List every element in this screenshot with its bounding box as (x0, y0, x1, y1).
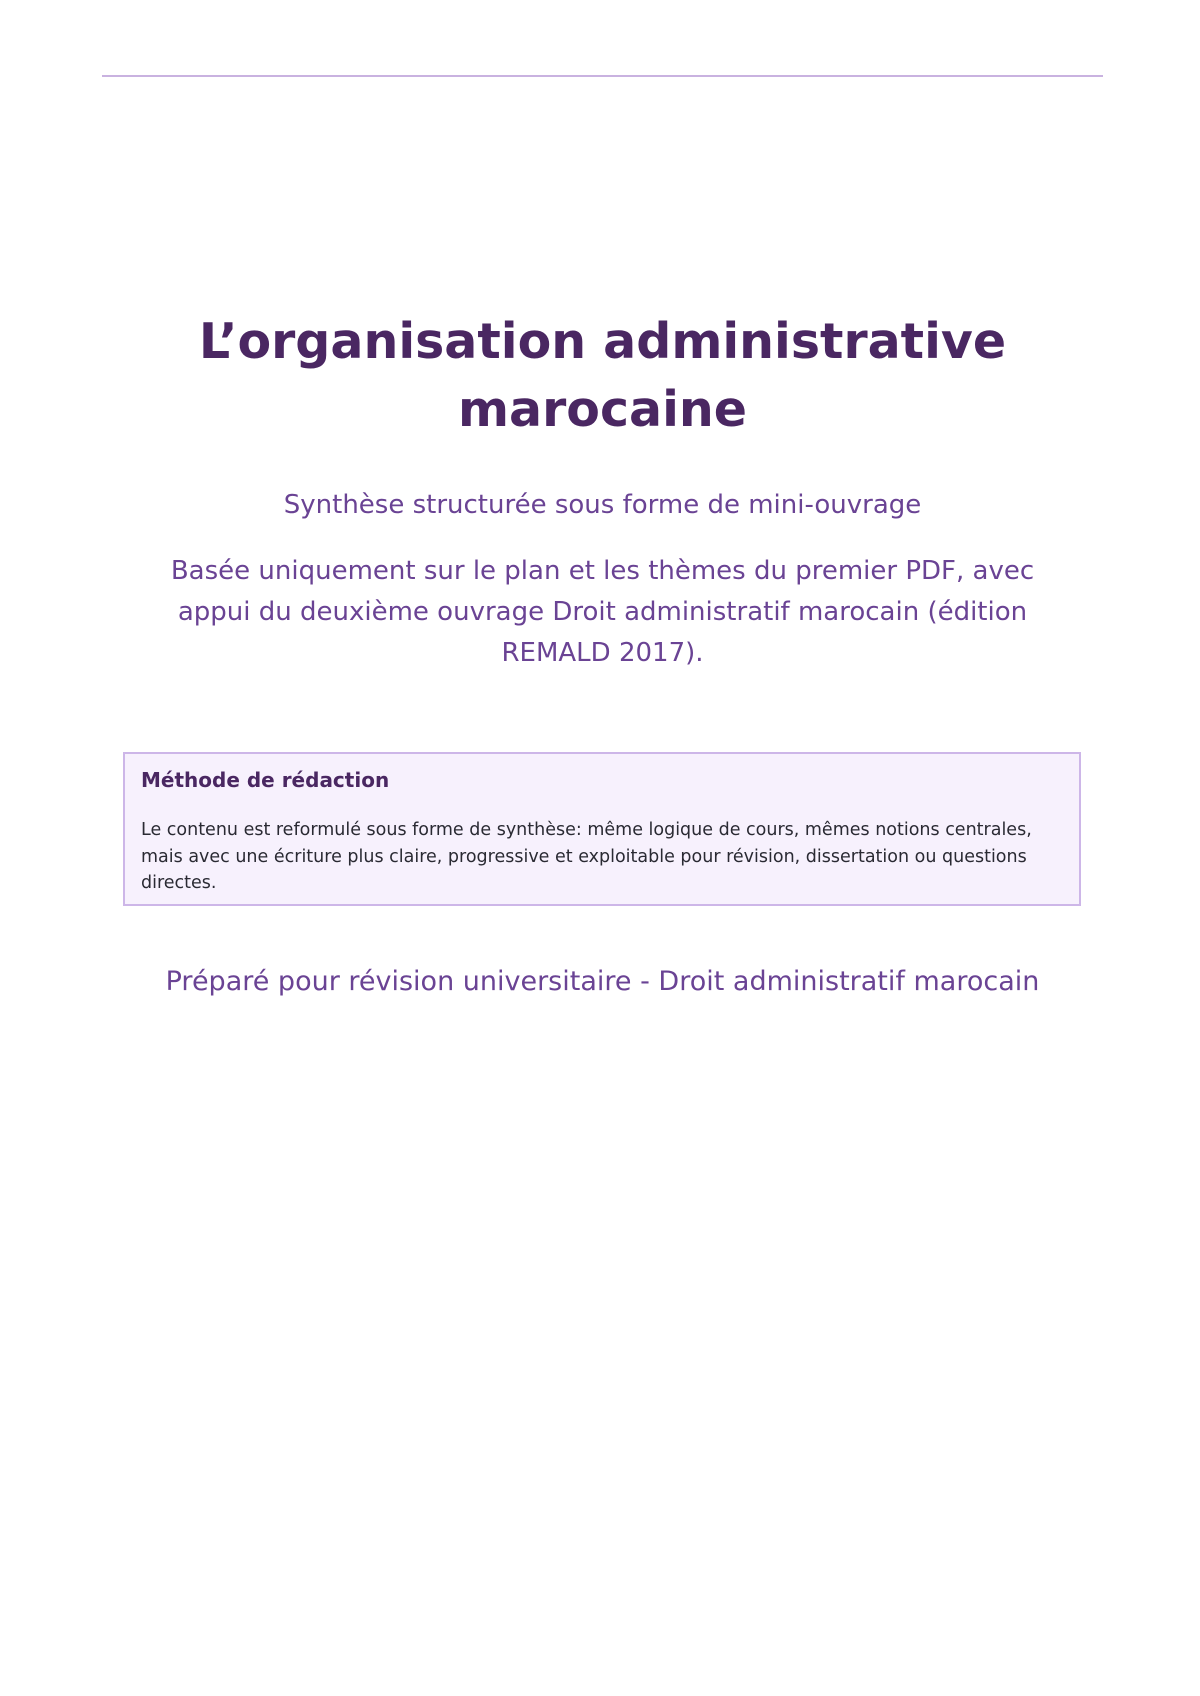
header-rule (102, 75, 1103, 77)
title-line: marocaine (458, 381, 747, 438)
document-title (100, 308, 1105, 444)
method-line: mais avec une écriture plus claire, progressive et exploitable pour révision, dissertation ou questions (141, 846, 1027, 867)
source-note-line: Basée uniquement sur le plan et les thèmes du premier PDF, avec (170, 556, 1035, 586)
source-note-line: appui du deuxième ouvrage Droit administratif marocain (édition (177, 597, 1028, 627)
method-heading: Méthode de rédaction (141, 768, 390, 792)
source-note-line: REMALD 2017). (501, 638, 704, 668)
method-line: directes. (141, 873, 217, 893)
method-line: Le contenu est reformulé sous forme de synthèse: même logique de cours, mêmes notions centrales, (141, 820, 1032, 840)
title-line: L’organisation administrative (198, 313, 1007, 370)
method-callout (123, 752, 1081, 906)
prepared-for-line: Préparé pour révision universitaire - Droit administratif marocain (165, 966, 1040, 997)
document-subtitle: Synthèse structurée sous forme de mini-ouvrage (283, 490, 922, 520)
method-description (141, 817, 1066, 897)
source-note (110, 551, 1095, 674)
